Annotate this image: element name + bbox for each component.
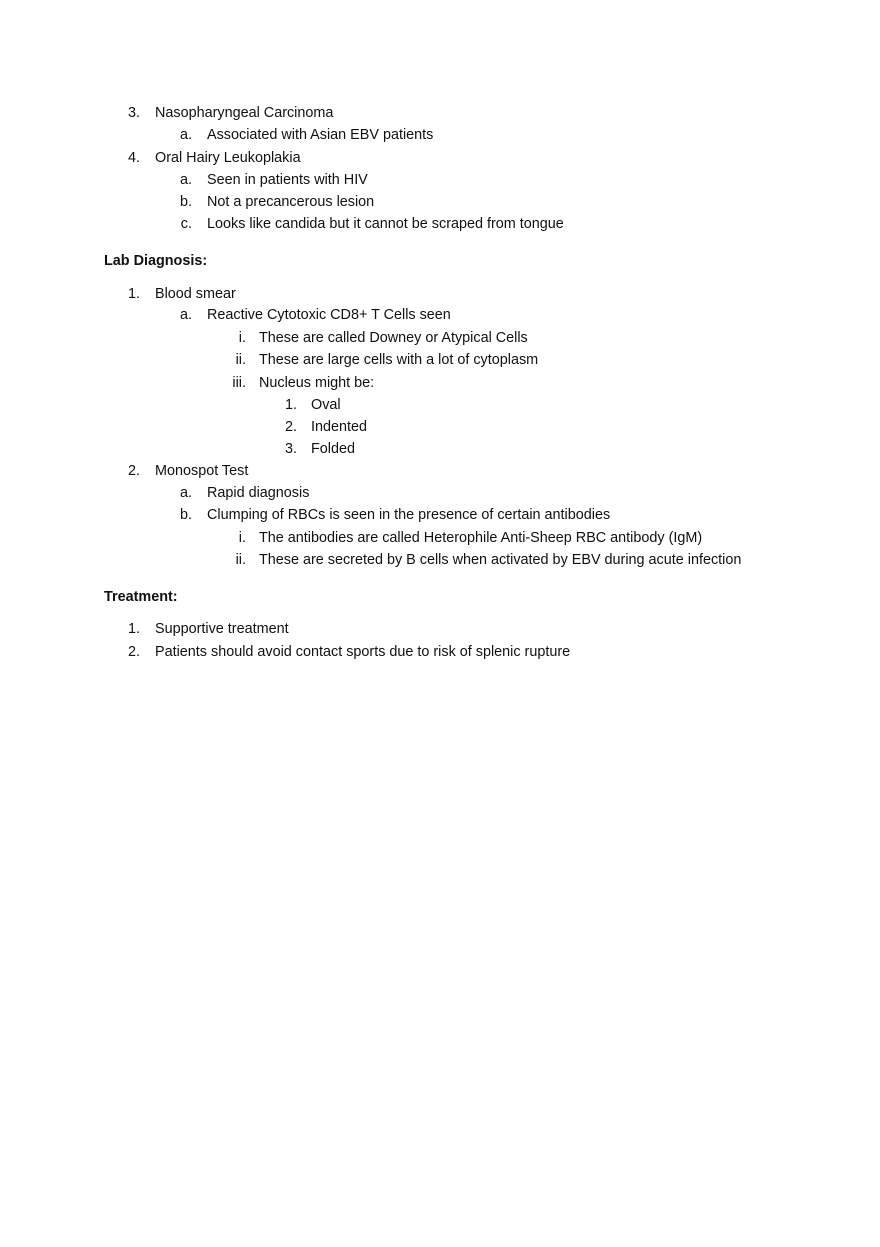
list-item-text: Indented [311,419,368,435]
list-marker: c. [180,216,192,232]
list-marker: 3. [284,441,297,457]
list-marker: a. [179,127,192,143]
list-marker: 2. [284,419,297,435]
list-marker: a. [179,172,192,188]
list-item-text: Monospot Test [155,463,249,479]
list-item-text: The antibodies are called Heterophile Anti-Sheep RBC antibody (IgM) [259,530,703,546]
list-item-text: Oral Hairy Leukoplakia [155,150,301,166]
list-item-text: Oval [311,397,341,413]
list-item-text: Looks like candida but it cannot be scraped from tongue [207,216,564,232]
list-marker: ii. [235,352,246,368]
list-item-text: These are called Downey or Atypical Cells [259,330,528,346]
list-item-text: Clumping of RBCs is seen in the presence of certain antibodies [207,507,611,523]
list-marker: 3. [127,105,140,121]
list-item-text: Reactive Cytotoxic CD8+ T Cells seen [207,307,451,323]
list-marker: b. [179,507,192,523]
list-item-text: Rapid diagnosis [207,485,310,501]
list-marker: 2. [127,644,140,660]
list-item-text: Seen in patients with HIV [207,172,368,188]
list-item-text: These are large cells with a lot of cytoplasm [259,352,539,368]
list-item-text: Not a precancerous lesion [207,194,375,210]
list-marker: iii. [232,375,246,391]
list-item-text: Folded [311,441,356,457]
section-heading-lab-diagnosis: Lab Diagnosis: [104,253,208,269]
list-marker: a. [179,485,192,501]
list-marker: 1. [284,397,297,413]
list-marker: a. [179,307,192,323]
list-marker: ii. [235,552,246,568]
list-marker: 4. [127,150,140,166]
list-item-text: Nasopharyngeal Carcinoma [155,105,334,121]
list-item-text: Blood smear [155,286,236,302]
list-item-text: Supportive treatment [155,621,289,637]
list-marker: 1. [127,286,140,302]
list-item-text: Nucleus might be: [259,375,375,391]
list-item-text: Patients should avoid contact sports due to risk of splenic rupture [155,644,571,660]
list-marker: 1. [127,621,140,637]
list-marker: 2. [127,463,140,479]
list-item-text: These are secreted by B cells when activated by EBV during acute infection [259,552,742,568]
list-marker: b. [179,194,192,210]
list-marker: i. [238,530,246,546]
section-heading-treatment: Treatment: [104,589,178,605]
list-item-text: Associated with Asian EBV patients [207,127,434,143]
list-marker: i. [238,330,246,346]
